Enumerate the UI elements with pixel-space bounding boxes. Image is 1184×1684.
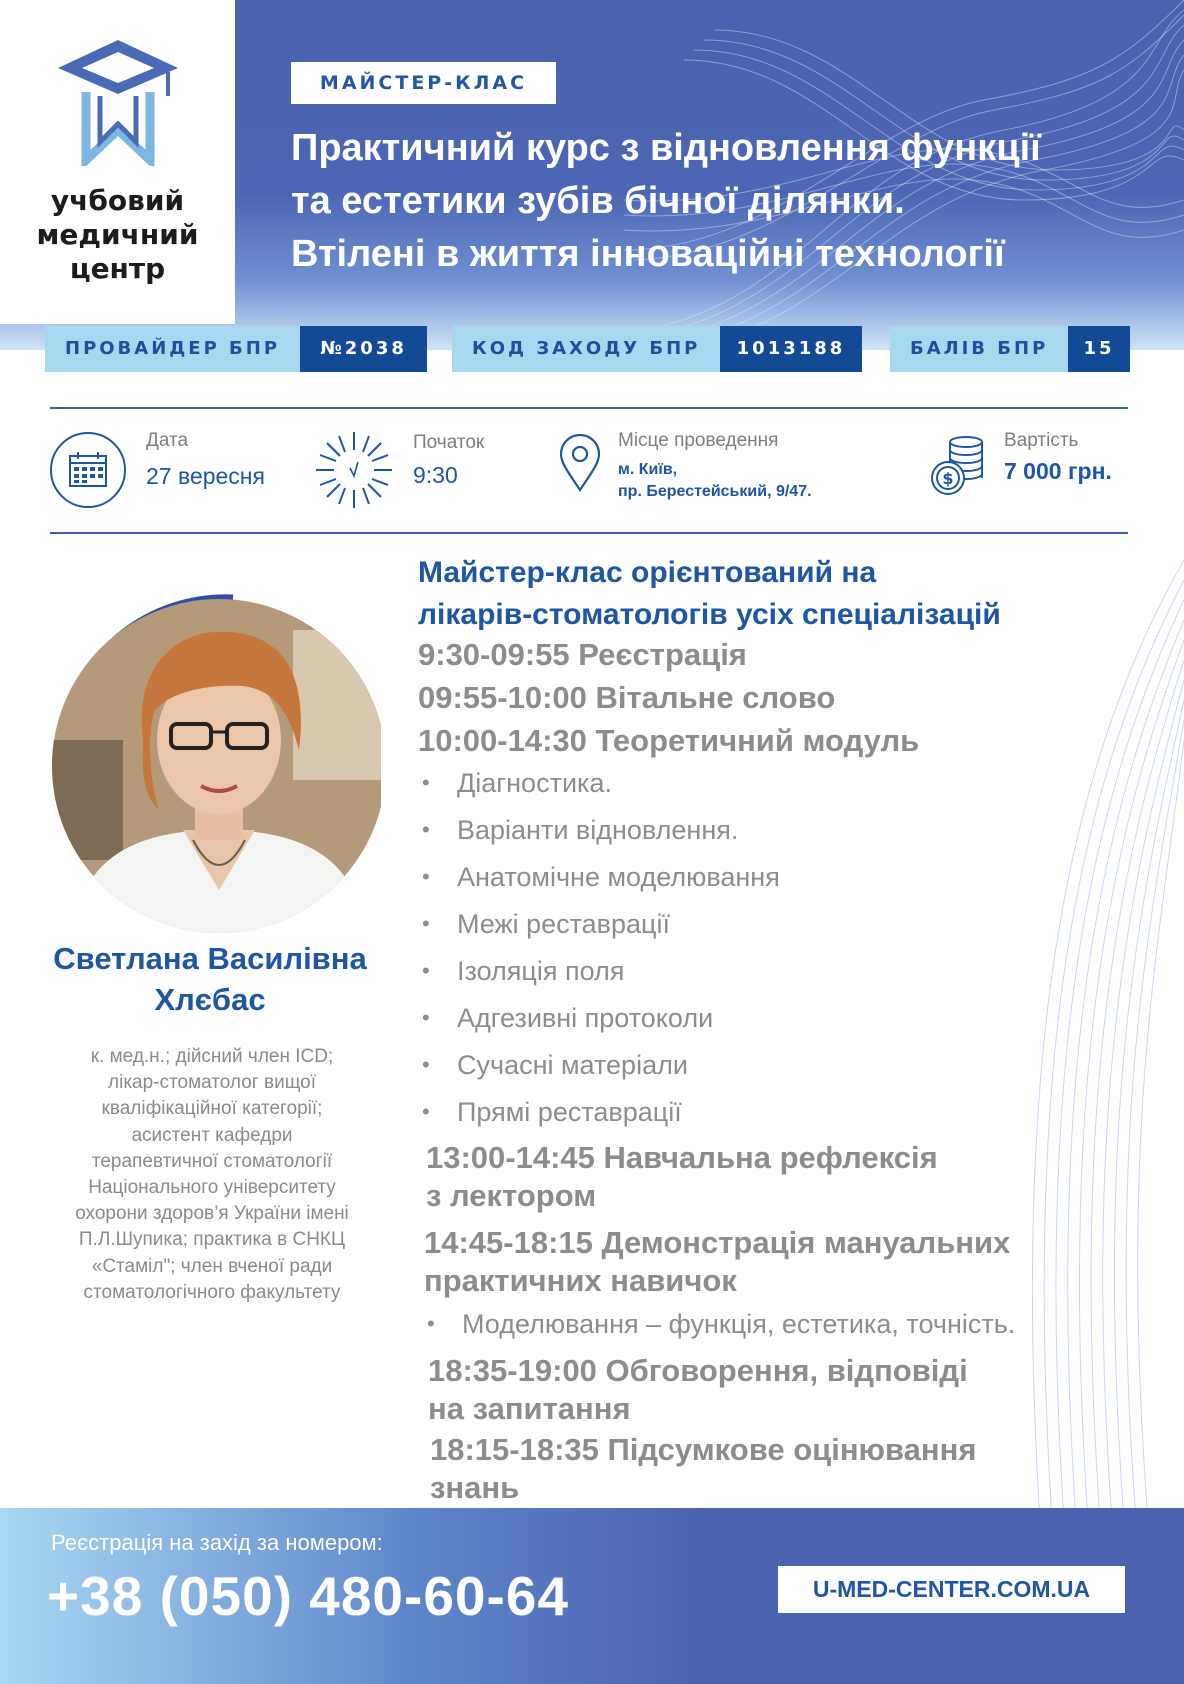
theory-bullet: • Адгезивні протоколи [422, 1003, 714, 1033]
schedule-item-welcome: 09:55-10:00 Вітальне слово [418, 680, 836, 715]
speaker-photo [43, 590, 381, 940]
registration-label: Реєстрація на захід за номером: [51, 1530, 383, 1555]
theory-bullet: • Варіанти відновлення. [422, 815, 739, 845]
price-label: Вартість [1004, 430, 1079, 451]
clock-icon [312, 428, 396, 512]
place-label: Місце проведення [618, 430, 779, 451]
bpr-event-code-tag [452, 326, 862, 372]
audience-heading: Майстер-клас орієнтований на лікарів-стоматологів усіх спеціалізацій [418, 556, 1001, 631]
decorative-waves-right [950, 560, 1184, 1520]
bpr-points-tag [890, 326, 1130, 372]
schedule-item-theory: 10:00-14:30 Теоретичний модуль [418, 723, 920, 758]
date-label: Дата [146, 430, 189, 451]
divider-bottom [50, 532, 1128, 534]
theory-bullet: • Сучасні матеріали [422, 1050, 688, 1080]
start-value: 9:30 [413, 462, 458, 488]
bpr-event-code-value: 1013188 [720, 326, 862, 372]
theory-bullet: • Ізоляція поля [422, 956, 625, 986]
divider-top [50, 407, 1128, 409]
theory-bullet: • Прямі реставрації [422, 1097, 682, 1127]
logo-panel [0, 0, 235, 324]
date-value: 27 вересня [146, 463, 265, 489]
svg-text:$: $ [942, 469, 954, 488]
schedule-item-qa: 18:35-19:00 Обговорення, відповіді на запитання [428, 1353, 968, 1426]
speaker-name: Светлана Василівна Хлєбас [53, 941, 367, 1017]
location-pin-icon [558, 434, 602, 492]
bpr-points-label: БАЛІВ БПР [890, 326, 1068, 372]
theory-bullet: • Анатомічне моделювання [422, 862, 780, 892]
website-link[interactable]: U-MED-CENTER.COM.UA [778, 1566, 1125, 1613]
bpr-provider-label: ПРОВАЙДЕР БПР [45, 326, 300, 372]
coins-icon [928, 434, 986, 496]
start-label: Початок [413, 432, 485, 453]
schedule-item-demo: 14:45-18:15 Демонстрація мануальних практичних навичок [424, 1225, 1011, 1298]
speaker-bio: к. мед.н.; дійсний член ICD; лікар-стоматолог вищої кваліфікаційної категорії; асистент кафедри терапевтичної стоматології Національного університету охорони здоров’я України імені П.Л.Шупика; практика в СНКЦ «Стаміл"; член вченої ради стоматологічного факультету [75, 1046, 349, 1303]
place-city: м. Київ, [618, 461, 678, 478]
graduation-cap-icon [52, 34, 184, 166]
page-title: Практичний курс з відновлення функції та естетики зубів бічної ділянки. Втілені в життя інноваційні технології [291, 127, 1041, 275]
bpr-points-value: 15 [1068, 326, 1130, 372]
registration-phone[interactable]: +38 (050) 480-60-64 [47, 1565, 570, 1627]
header-banner [0, 0, 1184, 350]
schedule-item-registration: 9:30-09:55 Реєстрація [418, 637, 747, 672]
price-value: 7 000 грн. [1004, 458, 1112, 484]
theory-bullet: • Межі реставрації [422, 909, 671, 939]
masterclass-badge: МАЙСТЕР-КЛАС [291, 62, 556, 104]
calendar-icon [48, 430, 128, 510]
place-address: пр. Берестейський, 9/47. [618, 483, 812, 500]
schedule-item-evaluation: 18:15-18:35 Підсумкове оцінювання знань [430, 1432, 977, 1505]
footer [0, 1508, 1184, 1684]
bpr-provider-tag [45, 326, 427, 372]
bpr-event-code-label: КОД ЗАХОДУ БПР [452, 326, 720, 372]
demo-bullet: • Моделювання – функція, естетика, точність. [427, 1309, 1016, 1339]
logo-text: учбовий медичний центр [36, 184, 199, 285]
theory-bullet: • Діагностика. [422, 768, 612, 798]
bpr-provider-value: №2038 [300, 326, 427, 372]
schedule-item-reflection: 13:00-14:45 Навчальна рефлексія з лектором [426, 1140, 938, 1213]
